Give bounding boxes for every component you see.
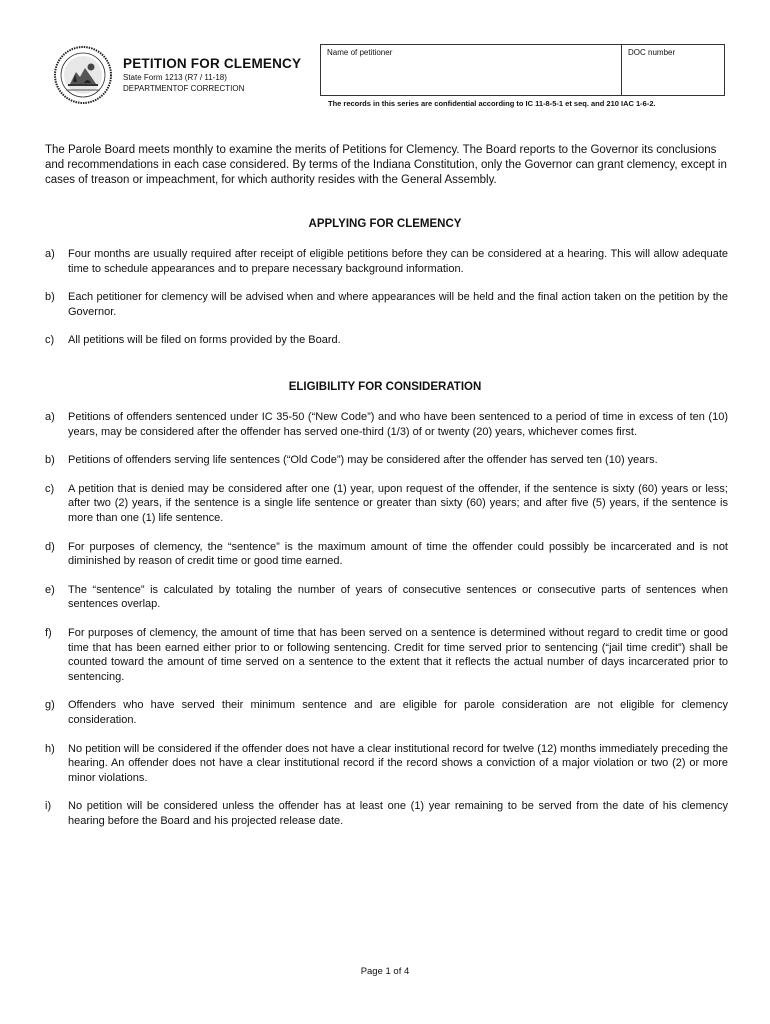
- list-item-text: All petitions will be filed on forms provided by the Board.: [68, 334, 341, 347]
- list-item: [45, 290, 728, 319]
- list-item: [45, 410, 728, 439]
- form-number: State Form 1213 (R7 / 11-18): [123, 73, 227, 82]
- doc-number-field[interactable]: [622, 45, 724, 95]
- list-item: [45, 247, 728, 276]
- list-item-text: For purposes of clemency, the “sentence” is the maximum amount of time the offender could possibly be incarcerated and is not diminished by reason of credit time or good time earned.: [68, 540, 728, 568]
- state-seal-icon: [54, 46, 112, 104]
- page-title: PETITION FOR CLEMENCY: [123, 56, 302, 71]
- list-marker: c): [45, 482, 55, 495]
- applying-list: [45, 247, 728, 362]
- petitioner-name-label: Name of petitioner: [327, 48, 393, 57]
- list-marker: g): [45, 699, 55, 712]
- list-item: [45, 333, 728, 348]
- list-marker: f): [45, 626, 52, 639]
- list-item: [45, 799, 728, 828]
- list-item-text: For purposes of clemency, the amount of time that has been served on a sentence is determined without regard to credit time or good time that has been earned either prior to or following sentencing. Credit for time served prior to sentencing (“jail time credit”) shall be counted toward the amount of time served on a sentence to the extent that it reflects the actual number of days incarcerated prior to sentencing.: [68, 626, 728, 683]
- eligibility-heading: ELIGIBILITY FOR CONSIDERATION: [288, 381, 482, 393]
- list-marker: d): [45, 540, 55, 553]
- petitioner-name-field[interactable]: [321, 45, 622, 95]
- list-item: [45, 742, 728, 786]
- list-item: [45, 583, 728, 612]
- list-item-text: Petitions of offenders sentenced under IC 35-50 (“New Code”) and who have been sentenced to a period of time in excess of ten (10) years, may be considered after the offender has served one-third (1/3) of or twenty (20) years, whichever comes first.: [68, 411, 728, 438]
- department-name: DEPARTMENTOF CORRECTION: [123, 84, 245, 93]
- list-item-text: Offenders who have served their minimum sentence and are eligible for parole consideration are not eligible for clemency consideration.: [68, 699, 728, 726]
- confidential-notice: The records in this series are confidential according to IC 11-8-5-1 et seq. and 210 IAC 1-6-2.: [328, 99, 656, 108]
- list-marker: b): [45, 291, 55, 304]
- list-marker: i): [45, 800, 52, 813]
- form-title-block: [123, 56, 301, 94]
- list-marker: e): [45, 583, 55, 596]
- intro-paragraph: The Parole Board meets monthly to examine the merits of Petitions for Clemency. The Board reports to the Governor its conclusions and recommendations in each case considered. By terms of the Indiana Constitution, only the Governor can grant clemency, except in cases of treason or impeachment, for which authority resides with the General Assembly.: [45, 144, 727, 186]
- list-item-text: No petition will be considered unless the offender has at least one (1) year remaining to be served from the date of his clemency hearing before the Board and his projected release date.: [68, 800, 728, 827]
- applying-heading: APPLYING FOR CLEMENCY: [308, 218, 462, 230]
- doc-number-label: DOC number: [628, 48, 676, 57]
- page-number: Page 1 of 4: [360, 966, 410, 977]
- list-marker: c): [45, 334, 55, 347]
- list-item: [45, 698, 728, 727]
- list-marker: a): [45, 411, 55, 423]
- list-item-text: A petition that is denied may be considered after one (1) year, upon request of the offender, if the sentence is sixty (60) years or less; after two (2) years, if the sentence is a single life sentence or greater than sixty (60) years; and after five (5) years, if the sentence is more than one (1) life sentence.: [68, 482, 728, 524]
- list-item: [45, 453, 728, 468]
- list-marker: b): [45, 454, 55, 467]
- list-item-text: Each petitioner for clemency will be advised when and where appearances will be held and the final action taken on the petition by the Governor.: [68, 291, 728, 318]
- list-item: [45, 626, 728, 684]
- list-item: [45, 540, 728, 569]
- list-item-text: The “sentence” is calculated by totaling the number of years of consecutive sentences or consecutive parts of sentences when sentences overlap.: [68, 583, 728, 611]
- list-item-text: No petition will be considered if the offender does not have a clear institutional record for twelve (12) months immediately preceding the hearing. An offender does not have a clear institutional record if the record shows a conviction of a major violation or two (2) or more minor violations.: [68, 742, 728, 784]
- list-item-text: Four months are usually required after receipt of eligible petitions before they can be considered at a hearing. This will allow adequate time to schedule appearances and to prepare necessary background information.: [68, 248, 728, 275]
- list-item: [45, 482, 728, 526]
- list-marker: h): [45, 742, 55, 755]
- list-item-text: Petitions of offenders serving life sentences (“Old Code”) may be considered after the offender has served ten (10) years.: [68, 454, 658, 467]
- petitioner-id-box: [320, 44, 725, 96]
- list-marker: a): [45, 248, 55, 260]
- eligibility-list: [45, 410, 728, 842]
